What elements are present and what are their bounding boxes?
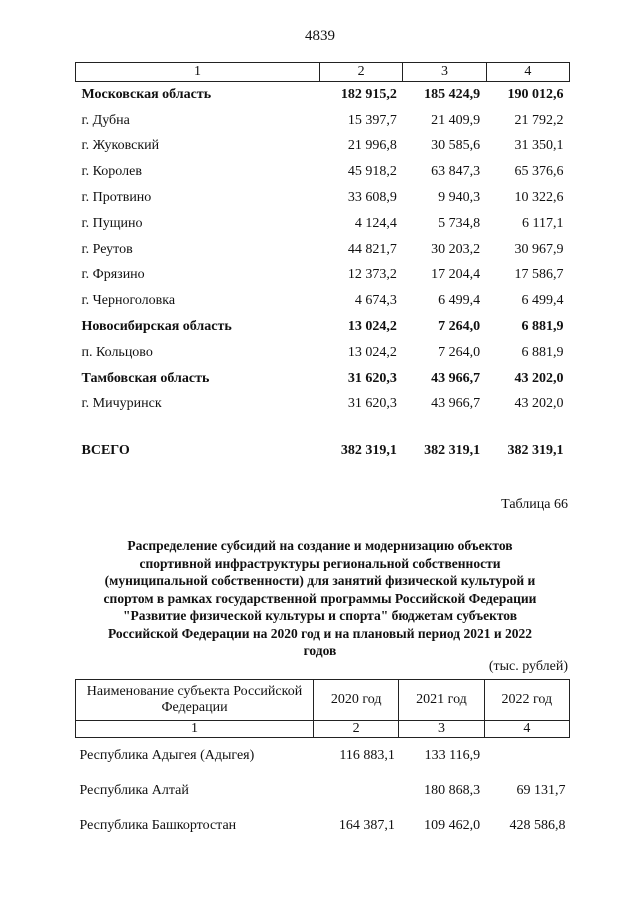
table-body (76, 82, 570, 418)
column-numbering-row (76, 721, 570, 738)
value-2020: 33 608,9 (347, 190, 397, 206)
column-number: 1 (76, 721, 314, 738)
value-2021: 7 264,0 (438, 344, 481, 360)
table-row (76, 211, 570, 237)
value-2021: 30 203,2 (431, 241, 481, 257)
value-2020: 13 024,2 (347, 319, 397, 335)
table-caption: Таблица 66 (501, 497, 568, 512)
value-2022: 190 012,6 (507, 86, 564, 102)
row-name: г. Фрязино (81, 267, 145, 283)
value-2022: 428 586,8 (509, 817, 566, 833)
column-number: 1 (76, 63, 320, 82)
column-number: 3 (399, 721, 484, 738)
value-2021: 43 966,7 (431, 396, 481, 412)
value-2020: 31 620,3 (347, 396, 397, 412)
table-row (76, 773, 570, 808)
total-2021: 382 319,1 (424, 443, 481, 459)
total-label: ВСЕГО (81, 443, 130, 459)
value-2020: 31 620,3 (347, 370, 397, 386)
table-row (76, 237, 570, 263)
table-row (76, 808, 570, 843)
continuation-table (75, 62, 570, 461)
subject-name: Республика Алтай (79, 782, 189, 798)
table-title (80, 537, 560, 660)
table-row (76, 159, 570, 185)
title-line: (муниципальной собственности) для занятий физической культурой и (104, 573, 536, 588)
title-line: Российской Федерации на 2020 год и на плановый период 2021 и 2022 (107, 625, 533, 641)
column-number: 2 (314, 721, 399, 738)
value-2022 (484, 738, 569, 774)
row-name: г. Черноголовка (81, 293, 176, 309)
value-2022: 6 117,1 (522, 215, 564, 231)
header-2020: 2020 год (314, 680, 399, 721)
table-row (76, 392, 570, 418)
value-2021: 9 940,3 (438, 190, 481, 206)
total-2020: 382 319,1 (340, 443, 397, 459)
value-2020: 116 883,1 (339, 747, 395, 763)
value-2020: 15 397,7 (347, 112, 397, 128)
total-row (76, 417, 570, 461)
value-2020: 4 124,4 (354, 215, 397, 231)
value-2022: 21 792,2 (514, 112, 564, 128)
value-2021: 180 868,3 (424, 782, 481, 798)
value-2021: 185 424,9 (424, 86, 481, 102)
value-2020: 182 915,2 (340, 86, 397, 102)
row-name: г. Жуковский (81, 138, 160, 154)
table-row (76, 288, 570, 314)
row-name: г. Мичуринск (81, 396, 162, 412)
region-row (76, 82, 570, 108)
table-row (76, 263, 570, 289)
table-row (76, 108, 570, 134)
title-line: спортом в рамках государственной программы Российской Федерации (103, 590, 537, 606)
column-number: 3 (403, 63, 486, 82)
value-2022: 65 376,6 (514, 164, 564, 180)
row-name: п. Кольцово (81, 344, 153, 360)
row-name: г. Реутов (81, 241, 133, 257)
value-2021: 17 204,4 (431, 267, 481, 283)
value-2022: 69 131,7 (516, 782, 566, 798)
value-2022: 31 350,1 (514, 138, 564, 154)
value-2022: 30 967,9 (514, 241, 564, 257)
column-number: 4 (486, 63, 569, 82)
row-name: г. Дубна (81, 112, 130, 128)
value-2021: 63 847,3 (431, 164, 481, 180)
subsidy-table (75, 679, 570, 843)
value-2020: 21 996,8 (347, 138, 397, 154)
row-name: г. Протвино (81, 190, 152, 206)
value-2022: 43 202,0 (514, 396, 564, 412)
row-name: г. Пущино (81, 215, 143, 231)
value-2021: 43 966,7 (431, 370, 481, 386)
value-2021: 7 264,0 (438, 319, 481, 335)
value-2020: 44 821,7 (347, 241, 397, 257)
header-row (76, 680, 570, 721)
value-2021: 21 409,9 (431, 112, 481, 128)
value-2022: 6 881,9 (521, 319, 564, 335)
value-2021: 30 585,6 (431, 138, 481, 154)
header-2021: 2021 год (399, 680, 484, 721)
value-2020: 13 024,2 (347, 344, 397, 360)
row-name: Новосибирская область (81, 319, 232, 335)
value-2021: 109 462,0 (424, 817, 481, 833)
row-name: г. Королев (81, 164, 142, 180)
units-label: (тыс. рублей) (488, 659, 568, 674)
value-2020: 12 373,2 (347, 267, 397, 283)
value-2022: 10 322,6 (514, 190, 564, 206)
subject-name: Республика Башкортостан (79, 817, 237, 833)
subject-name: Республика Адыгея (Адыгея) (79, 747, 255, 763)
value-2022: 17 586,7 (514, 267, 564, 283)
title-line: "Развитие физической культуры и спорта" бюджетам субъектов (122, 608, 518, 623)
total-2022: 382 319,1 (507, 443, 564, 459)
value-2020: 45 918,2 (347, 164, 397, 180)
value-2020: 4 674,3 (354, 293, 397, 309)
value-2021: 133 116,9 (424, 747, 481, 763)
title-line: Распределение субсидий на создание и модернизацию объектов (127, 538, 513, 553)
table-row (76, 738, 570, 774)
column-number: 2 (320, 63, 403, 82)
header-subject-name: Наименование субъекта Российской Федерации (76, 680, 314, 721)
title-line: спортивной инфраструктуры региональной собственности (139, 555, 501, 571)
value-2021: 6 499,4 (438, 293, 481, 309)
title-line: годов (303, 643, 337, 658)
row-name: Тамбовская область (81, 370, 210, 386)
column-numbering-row (76, 63, 570, 82)
value-2020: 164 387,1 (338, 817, 395, 833)
region-row (76, 366, 570, 392)
value-2022: 6 499,4 (521, 293, 564, 309)
value-2020 (314, 773, 399, 808)
table-row (76, 185, 570, 211)
page-number: 4839 (305, 28, 335, 44)
table-body (76, 738, 570, 844)
header-2022: 2022 год (484, 680, 569, 721)
value-2021: 5 734,8 (438, 215, 481, 231)
value-2022: 43 202,0 (514, 370, 564, 386)
table-row (76, 134, 570, 160)
value-2022: 6 881,9 (521, 344, 564, 360)
column-number: 4 (484, 721, 569, 738)
row-name: Московская область (81, 86, 212, 102)
region-row (76, 314, 570, 340)
table-row (76, 340, 570, 366)
